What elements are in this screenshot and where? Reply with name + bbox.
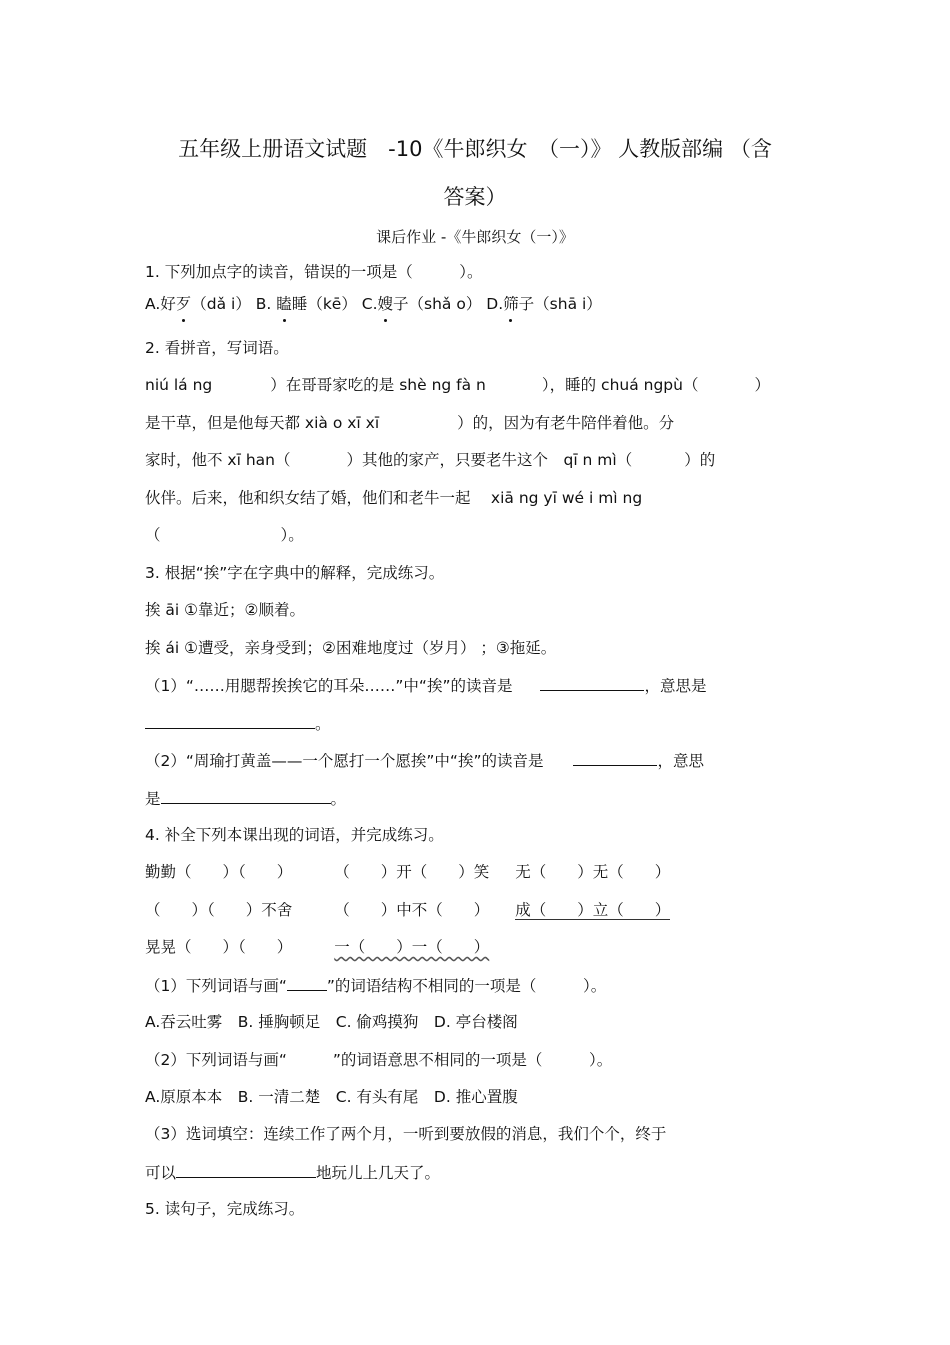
- q1-option-c: C.嫂子（shǎ o）: [361, 295, 482, 313]
- q2-line3: 家时，他不 xī han（ ）其他的家产，只要老牛这个 qī n mì（ ）的: [145, 451, 716, 469]
- answer-blank[interactable]: [161, 787, 331, 804]
- q2-line2: 是干草，但是他每天都 xià o xī xī ）的，因为有老牛陪伴着他。分: [145, 414, 675, 432]
- answer-blank[interactable]: [540, 674, 644, 691]
- q3-part2-cont: 是 。: [145, 787, 346, 810]
- q3-stem: 3. 根据“挨”字在字典中的解释，完成练习。: [145, 564, 445, 582]
- answer-blank[interactable]: [176, 1161, 316, 1178]
- q2-line4: 伙伴。后来，他和织女结了婚，他们和老牛一起 xiā ng yī wé i mì ng: [145, 489, 643, 507]
- q1-option-b: B. 瞌睡（kē）: [255, 295, 357, 313]
- q4-words-row3: 晃晃（ ）（ ） 一（ ）一（ ）: [145, 938, 490, 956]
- q3-part1: （1）“……用腮帮挨挨它的耳朵……”中“挨”的读音是 ，意思是: [145, 674, 707, 697]
- q1-option-a: A.好歹（dǎ i）: [145, 295, 251, 313]
- q4-sub3-cont: 可以 地玩儿上几天了。: [145, 1161, 440, 1184]
- answer-blank[interactable]: [145, 712, 315, 729]
- q3-definition-1: 挨 āi ①靠近；②顺着。: [145, 601, 305, 619]
- q4-words-row1: 勤勤（ ）（ ） （ ）开（ ）笑 无（ ）无（ ）: [145, 863, 671, 881]
- q1-stem: 1. 下列加点字的读音，错误的一项是（ ）。: [145, 263, 483, 281]
- page-subtitle: 课后作业 -《牛郎织女（一）》: [376, 228, 574, 246]
- dotted-char: 筛: [503, 295, 519, 313]
- q3-part2: （2）“周瑜打黄盖——一个愿打一个愿挨”中“挨”的读音是 ，意思: [145, 749, 704, 772]
- dotted-char: 瞌: [276, 295, 292, 313]
- q5-stem: 5. 读句子，完成练习。: [145, 1200, 305, 1218]
- dotted-char: 歹: [175, 295, 192, 313]
- dotted-char: 嫂: [377, 295, 394, 313]
- wavy-underlined-word: 一（ ）一（ ）: [334, 938, 490, 956]
- q3-definition-2: 挨 ái ①遭受，亲身受到；②困难地度过（岁月） ；③拖延。: [145, 639, 557, 657]
- q4-stem: 4. 补全下列本课出现的词语，并完成练习。: [145, 826, 444, 844]
- q2-stem: 2. 看拼音，写词语。: [145, 339, 289, 357]
- q1-option-d: D.筛子（shā i）: [486, 295, 602, 313]
- answer-blank[interactable]: [573, 749, 657, 766]
- q4-sub2: （2）下列词语与画“ ”的词语意思不相同的一项是（ ）。: [145, 1051, 613, 1069]
- q2-line5: （ ）。: [145, 526, 304, 544]
- straight-underlined-word: 成（ ）立（ ）: [515, 901, 671, 919]
- q3-part1-cont: 。: [145, 712, 331, 735]
- q1-options: [145, 293, 602, 315]
- straight-line-sample: [287, 974, 327, 991]
- q4-sub3: （3）选词填空：连续工作了两个月，一听到要放假的消息，我们个个，终于: [145, 1125, 667, 1143]
- q4-sub1: （1）下列词语与画“ ”的词语结构不相同的一项是（ ）。: [145, 974, 606, 997]
- q4-sub1-options: A.吞云吐雾 B. 捶胸顿足 C. 偷鸡摸狗 D. 亭台楼阁: [145, 1013, 518, 1031]
- q4-words-row2: （ ）（ ）不舍 （ ）中不（ ） 成（ ）立（ ）: [145, 901, 671, 919]
- q2-line1: niú lá ng ）在哥哥家吃的是 shè ng fà n ），睡的 chuá ngpù（ ）: [145, 376, 770, 394]
- wavy-line-sample: [287, 1049, 333, 1071]
- page-title-line2: 答案）: [443, 185, 507, 209]
- q4-sub2-options: A.原原本本 B. 一清二楚 C. 有头有尾 D. 推心置腹: [145, 1088, 518, 1106]
- page-title-line1: 五年级上册语文试题 -10《牛郎织女 （一）》 人教版部编 （含: [178, 137, 772, 161]
